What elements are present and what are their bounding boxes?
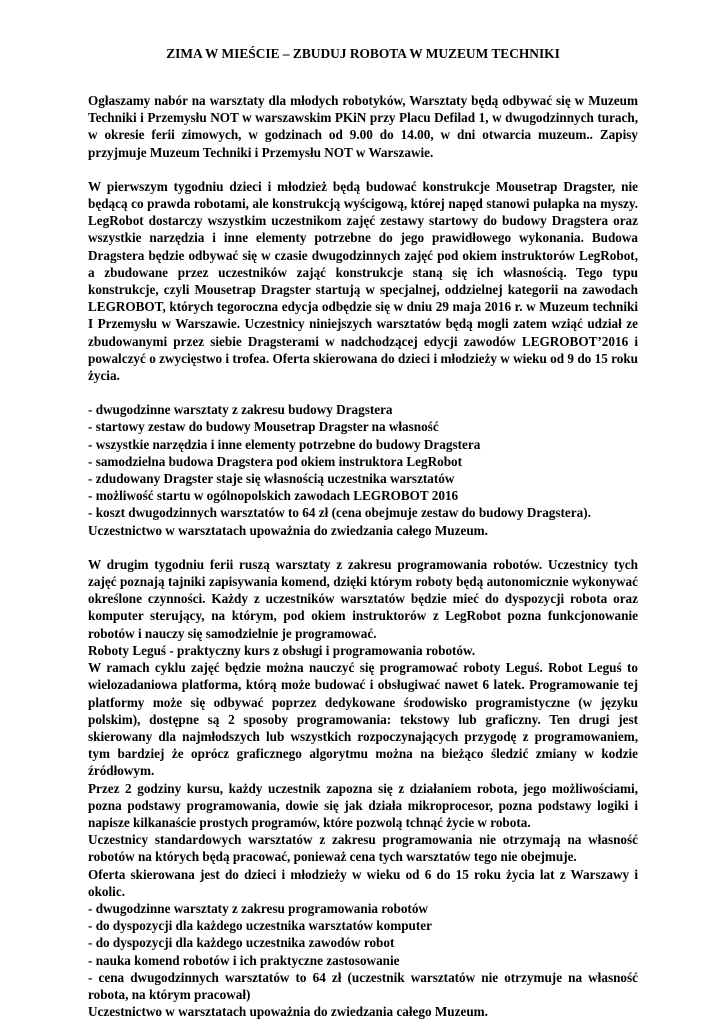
week2-ownership-paragraph: Uczestnicy standardowych warsztatów z zakresu programowania nie otrzymają na własność robotów na których będą pracować, ponieważ cena tych warsztatów tego nie obejmuje. [88,832,638,865]
paragraph-spacer [88,539,638,556]
week1-description: W pierwszym tygodniu dzieci i młodzież będą budować konstrukcje Mousetrap Dragster, nie będącą co prawda robotami, ale konstrukcją wyścigową, której napęd stanowi pułapka na myszy. LegRobot dostarczy wszystkim uczestnikom zajęć zestawy startowy do budowy Dragstera oraz wszystkie narzędzia i inne elementy potrzebne do jego prawidłowego wykonania. Budowa Dragstera będzie odbywać się w czasie dwugodzinnych zajęć pod okiem instruktorów LegRobot, a zbudowane przez uczestników zająć konstrukcje staną się ich własnością. Tego typu konstrukcje, czyli Mousetrap Dragster startują w specjalnej, oddzielnej kategorii na zawodach LEGROBOT, których tegoroczna edycja odbędzie się w dniu 29 maja 2016 r. w Muzeum techniki I Przemysłu w Warszawie. Uczestnicy niniejszych warsztatów będą mogli zatem wziąć udział ze zbudowanymi przez siebie Dragsterami w nadchodzącej edycji zawodów LEGROBOT’2016 i powalczyć o zwycięstwo i trofea. Oferta skierowana do dzieci i młodzieży w wieku od 9 do 15 roku życia. [88,178,638,384]
list-item: - nauka komend robotów i ich praktyczne zastosowanie [88,952,400,968]
list-item: - startowy zestaw do budowy Mousetrap Dragster na własność [88,419,439,435]
document-title: ZIMA W MIEŚCIE – ZBUDUJ ROBOTA W MUZEUM TECHNIKI [166,46,560,61]
week2-museum-note: Uczestnictwo w warsztatach upoważnia do zwiedzania całego Muzeum. [88,1004,488,1020]
list-item: - koszt dwugodzinnych warsztatów to 64 zł (cena obejmuje zestaw do budowy Dragstera). [88,505,591,521]
list-item: - cena dwugodzinnych warsztatów to 64 zł (uczestnik warsztatów nie otrzymuje na własność robota, na którym pracował) [88,969,638,1002]
week1-feature-list [88,401,638,521]
list-item: - do dyspozycji dla każdego uczestnika zawodów robot [88,935,395,951]
week2-subtitle: Roboty Leguś - praktyczny kurs z obsługi i programowania robotów. [88,642,476,658]
list-item: - dwugodzinne warsztaty z zakresu budowy Dragstera [88,402,393,418]
list-item: - dwugodzinne warsztaty z zakresu programowania robotów [88,900,428,916]
paragraph-spacer [88,384,638,401]
week2-feature-list [88,900,638,1003]
list-item: - możliwość startu w ogólnopolskich zawodach LEGROBOT 2016 [88,488,459,504]
list-item: - wszystkie narzędzia i inne elementy potrzebne do budowy Dragstera [88,436,481,452]
intro-paragraph: Ogłaszamy nabór na warsztaty dla młodych robotyków, Warsztaty będą odbywać się w Muzeum Techniki i Przemysłu NOT w warszawskim PKiN przy Placu Defilad 1, w dwugodzinnych turach, w okresie ferii zimowych, w godzinach od 9.00 do 14.00, w dni otwarcia muzeum.. Zapisy przyjmuje Muzeum Techniki i Przemysłu NOT w Warszawie. [88,93,638,160]
week2-offer-paragraph: Oferta skierowana jest do dzieci i młodzieży w wieku od 6 do 15 roku życia lat z Warszawy i okolic. [88,866,638,899]
week1-museum-note: Uczestnictwo w warsztatach upoważnia do zwiedzania całego Muzeum. [88,522,488,538]
week2-course-paragraph: Przez 2 godziny kursu, każdy uczestnik zapozna się z działaniem robota, jego możliwościami, pozna podstawy programowania, dowie się jak działa mikroprocesor, pozna podstawy logiki i napisze kilkanaście prostych programów, które pozwolą tchnąć życie w robota. [88,780,638,830]
week2-description: W drugim tygodniu ferii ruszą warsztaty z zakresu programowania robotów. Uczestnicy tych zajęć poznają tajniki zapisywania komend, dzięki którym roboty będą autonomicznie wykonywać określone czynności. Każdy z uczestników warsztatów będzie mieć do dyspozycji robota oraz komputer sterujący, na którym, pod okiem instruktorów z LegRobot pozna funkcjonowanie robotów i nauczy się samodzielnie je programować. [88,556,638,641]
list-item: - do dyspozycji dla każdego uczestnika warsztatów komputer [88,918,432,934]
list-item: - samodzielna budowa Dragstera pod okiem instruktora LegRobot [88,453,463,469]
paragraph-spacer [88,161,638,178]
week2-cycle-paragraph: W ramach cyklu zajęć będzie można nauczyć się programować roboty Leguś. Robot Leguś to wielozadaniowa platforma, którą może budować i obsługiwać nawet 6 latek. Programowanie tej platformy może się odbywać poprzez dedykowane środowisko programistyczne (w języku polskim), dostępne są 2 sposoby programowania: tekstowy lub graficzny. Ten drugi jest skierowany dla najmłodszych lub wszystkich rozpoczynających przygodę z programowaniem, tym bardziej że oprócz graficznego algorytmu można na bieżąco śledzić zmiany w kodzie źródłowym. [88,660,638,779]
list-item: - zdudowany Dragster staje się własnością uczestnika warsztatów [88,471,455,487]
document-body [88,92,638,1020]
